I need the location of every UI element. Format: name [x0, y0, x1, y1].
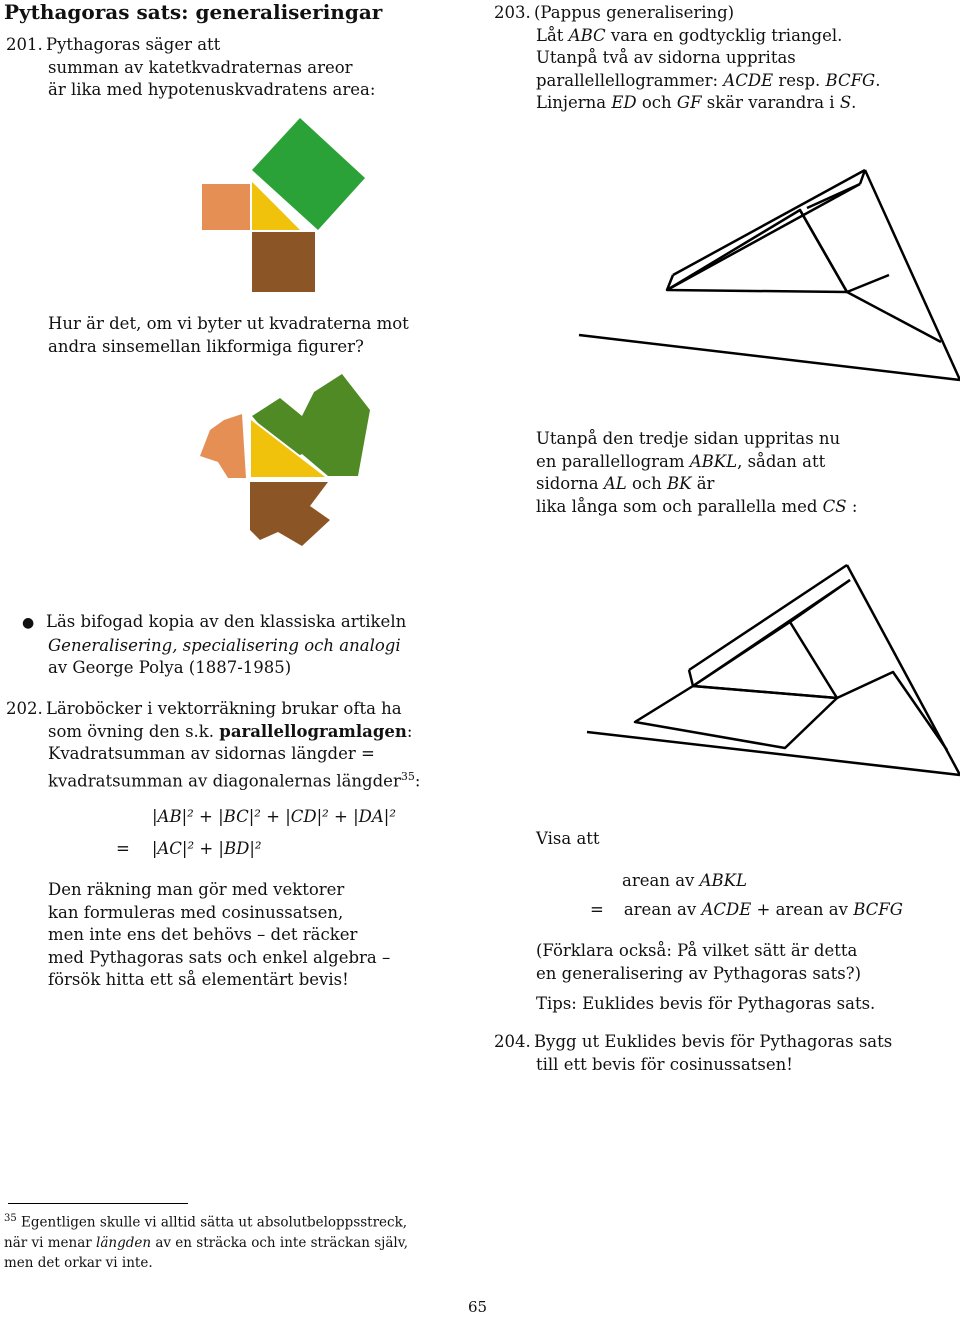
text: Utanpå två av sidorna uppritas — [536, 48, 796, 67]
text: skär varandra i — [701, 93, 840, 112]
page-title: Pythagoras sats: generaliseringar — [4, 0, 383, 24]
text: arean av — [623, 900, 702, 919]
parallelogram-acde — [689, 565, 850, 686]
similar-figures-figure — [190, 370, 380, 550]
math: AL — [603, 474, 627, 493]
problem-number: 202. — [6, 699, 43, 718]
problem-number: 204. — [494, 1032, 531, 1051]
text: , sådan att — [737, 451, 826, 471]
footnote-rule — [8, 1203, 188, 1204]
text: sidorna — [536, 474, 604, 493]
math: ABKL — [689, 451, 738, 471]
footnote — [4, 1209, 408, 1273]
equals-sign: = — [590, 900, 604, 919]
text: + arean av — [751, 900, 854, 919]
problem-text: är lika med hypotenuskvadratens area: — [48, 80, 376, 99]
footnote-mark: 35 — [4, 1213, 17, 1224]
bullet-icon: ● — [22, 615, 35, 631]
explain-note — [536, 940, 861, 985]
text: . — [875, 70, 881, 90]
emphasis: längden — [96, 1234, 152, 1251]
footnote-text: när vi menar — [4, 1234, 97, 1251]
text: lika långa som och parallella med — [536, 496, 823, 516]
footnote-text: men det orkar vi inte. — [4, 1254, 153, 1271]
page-number: 65 — [468, 1298, 488, 1316]
problem-text: till ett bevis för cosinussatsen! — [536, 1054, 793, 1074]
text: vara en godtycklig triangel. — [605, 25, 843, 45]
problem-text: kvadratsumman av diagonalernas längder — [48, 771, 401, 790]
text: är — [691, 474, 715, 493]
problem-202 — [6, 698, 420, 793]
math: BCFG — [853, 900, 903, 919]
problem-text: Pythagoras säger att — [46, 35, 221, 54]
baseline — [579, 335, 960, 380]
orange-square — [202, 184, 250, 230]
text: och — [626, 474, 668, 493]
problem-text: Läroböcker i vektorräkning brukar ofta ha — [46, 699, 402, 718]
question-text: andra sinsemellan likformiga figurer? — [48, 336, 364, 356]
problem-204 — [494, 1031, 892, 1076]
math: S — [839, 93, 852, 112]
problem-text: med Pythagoras sats och enkel algebra – — [48, 947, 391, 967]
problem-number: 201. — [6, 35, 43, 54]
math: ABC — [568, 25, 606, 45]
colon: : — [414, 771, 421, 790]
pappus-diagram-1 — [575, 130, 960, 390]
problem-203 — [494, 2, 880, 115]
problem-text: Kvadratsumman av sidornas längder = — [48, 744, 375, 763]
pythagoras-squares-figure — [190, 110, 370, 300]
bullet-text: av George Polya (1887-1985) — [48, 658, 292, 677]
problem-header: (Pappus generalisering) — [534, 3, 735, 22]
brown-square — [252, 232, 315, 292]
text: arean av — [622, 871, 700, 890]
footnote-text: Egentligen skulle vi alltid sätta ut absolutbeloppsstreck, — [21, 1214, 408, 1231]
equation-line-1: |AB|² + |BC|² + |CD|² + |DA|² — [152, 807, 396, 826]
term-parallellogramlagen: parallellogramlagen — [219, 721, 407, 741]
math: BK — [667, 474, 692, 493]
problem-text: försök hitta ett så elementärt bevis! — [48, 970, 349, 989]
pappus-diagram-2 — [585, 560, 960, 785]
problem-text: men inte ens det behövs – det räcker — [48, 925, 358, 944]
math: ACDE — [723, 70, 774, 90]
baseline — [587, 732, 960, 775]
text: : — [846, 496, 858, 516]
text: parallellellogrammer: — [536, 70, 724, 90]
show-that: Visa att — [536, 829, 600, 848]
problem-text: som övning den s.k. — [48, 721, 220, 741]
area-equation-line-2 — [590, 899, 903, 922]
problem-203-middle — [536, 428, 857, 518]
parallelogram-abkl — [635, 686, 837, 748]
math: BCFG — [825, 70, 876, 90]
problem-text: Den räkning man gör med vektorer — [48, 880, 345, 899]
text: (Förklara också: På vilket sätt är detta — [536, 941, 858, 960]
tip: Tips: Euklides bevis för Pythagoras sats. — [536, 994, 876, 1013]
area-equation-line-1 — [622, 870, 747, 893]
text: en generalisering av Pythagoras sats?) — [536, 963, 862, 983]
math: ED — [611, 93, 637, 112]
math: CS — [822, 496, 847, 516]
equation-line-2 — [116, 838, 262, 861]
brown-figure — [250, 482, 330, 546]
bullet-text: Läs bifogad kopia av den klassiska artikeln — [46, 612, 407, 631]
problem-text: Bygg ut Euklides bevis för Pythagoras sats — [534, 1032, 893, 1051]
equation-rhs: |AC|² + |BD|² — [151, 839, 262, 858]
text: Linjerna — [536, 93, 612, 112]
parallelogram-bcfg — [800, 184, 941, 342]
text: Låt — [536, 25, 569, 45]
question-text: Hur är det, om vi byter ut kvadraterna mot — [48, 314, 409, 333]
problem-201 — [6, 34, 375, 102]
text: Utanpå den tredje sidan uppritas nu — [536, 429, 841, 448]
footnote-text: av en sträcka och inte sträckan själv, — [151, 1234, 409, 1251]
footnote-mark: 35 — [400, 769, 415, 783]
reading-bullet — [22, 611, 406, 680]
orange-figure — [200, 414, 246, 478]
triangle-edge — [865, 170, 960, 380]
problem-number: 203. — [494, 3, 531, 22]
triangle-abc — [667, 210, 847, 292]
text: resp. — [773, 70, 826, 90]
equals-sign: = — [116, 839, 130, 858]
article-title: Generalisering, specialisering och analogi — [48, 635, 401, 655]
colon: : — [406, 721, 413, 741]
math: GF — [676, 93, 702, 112]
text: en parallellogram — [536, 451, 690, 471]
question-201 — [48, 313, 409, 358]
math: ABKL — [699, 871, 747, 890]
problem-202-tail — [48, 879, 390, 992]
problem-text: summan av katetkvadraternas areor — [48, 57, 353, 77]
text: . — [851, 93, 857, 112]
math: ACDE — [701, 900, 752, 919]
text: och — [636, 93, 677, 112]
problem-text: kan formuleras med cosinussatsen, — [48, 902, 344, 922]
